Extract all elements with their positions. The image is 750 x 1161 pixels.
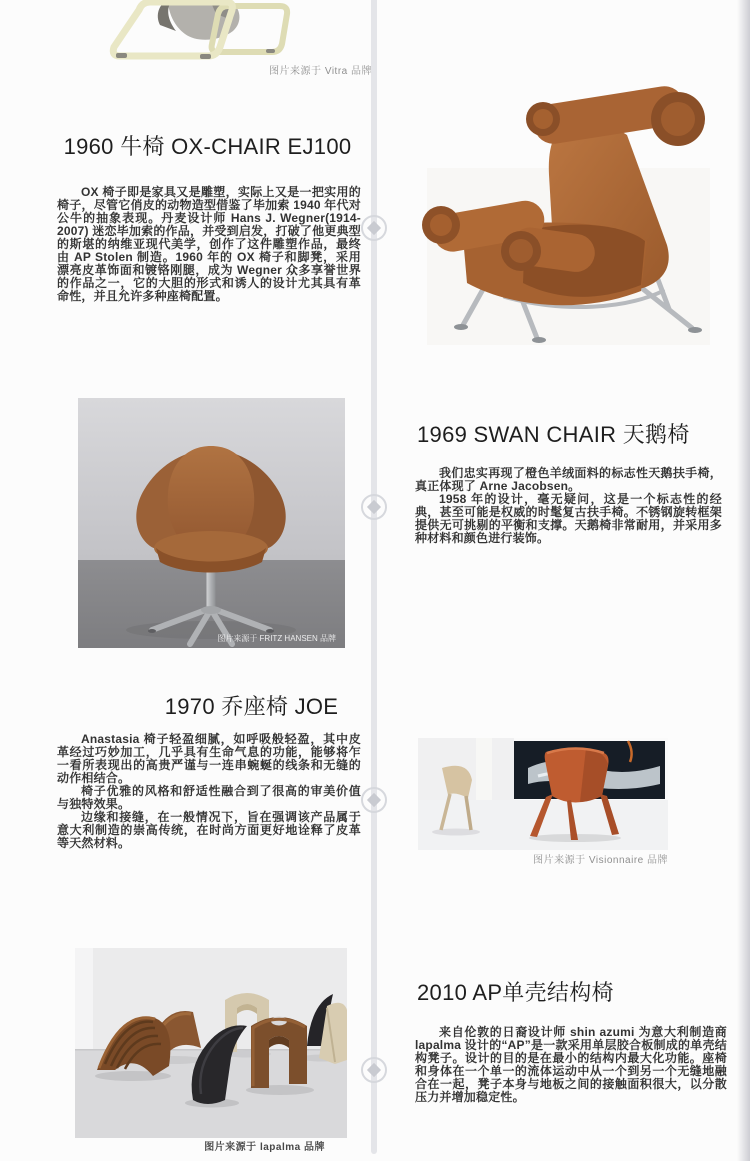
timeline-marker-icon [361,494,387,520]
image-caption-lapalma: 图片来源于 lapalma 品牌 [204,1142,325,1153]
section-body-joe [57,733,361,850]
image-caption-vitra: 图片来源于 Vitra 品牌 [269,66,372,77]
swan-chair-image [78,398,345,648]
timeline-marker-icon [361,1057,387,1083]
paragraph: 我们忠实再现了橙色羊绒面料的标志性天鹅扶手椅，真正体现了 Arne Jacobsen。 [415,466,722,493]
image-caption-fritz-hansen: 图片来源于 FRITZ HANSEN 品牌 [217,634,336,643]
page-edge-shade [737,0,750,1161]
image-caption-visionnaire: 图片来源于 Visionnaire 品牌 [533,855,668,866]
paragraph: 来自伦敦的日裔设计师 shin azumi 为意大利制造商 lapalma 设计的“AP”是一款采用单层胶合板制成的单壳结构凳子。设计的目的是在最小的结构内最大化功能。座椅和身体在一个单一的流体运动中从一个到另一个无缝地融合在一起，凳子本身与地板之间的接触面积很大，以分散压力并增加稳定性。 [415,1025,727,1104]
timeline-diamond-icon [367,221,381,235]
section-body-ap [415,1026,727,1104]
timeline-line [371,0,377,1154]
lapalma-stools-image [75,948,347,1138]
section-heading-ap: 2010 AP单壳结构椅 [417,980,614,1005]
joe-chair-image [418,738,668,850]
section-heading-swan: 1969 SWAN CHAIR 天鹅椅 [417,422,690,447]
timeline-diamond-icon [367,1063,381,1077]
timeline-diamond-icon [367,500,381,514]
ox-chair-image [405,85,735,345]
vitra-chair-image [90,0,300,60]
timeline-marker-icon [361,215,387,241]
paragraph: 椅子优雅的风格和舒适性融合到了很高的审美价值与独特效果。 [57,784,361,811]
paragraph: 边缘和接缝，在一般情况下，旨在强调该产品属于意大利制造的崇高传统，在时尚方面更好地诠释了皮革等天然材料。 [57,810,361,850]
section-body-ox [57,186,361,303]
section-heading-joe: 1970 乔座椅 JOE [164,694,339,719]
paragraph: 1958 年的设计，毫无疑问，这是一个标志性的经典，甚至可能是权威的时髦复古扶手椅。不锈钢旋转框架提供无可挑剔的平衡和支撑。天鹅椅非常耐用，并采用多种材料和颜色进行装饰。 [415,492,722,545]
timeline-diamond-icon [367,793,381,807]
section-heading-ox: 1960 牛椅 OX-CHAIR EJ100 [63,134,352,159]
timeline-marker-icon [361,787,387,813]
paragraph: OX 椅子即是家具又是雕塑，实际上又是一把实用的椅子，尽管它俏皮的动物造型借鉴了毕加索 1940 年代对公牛的抽象表现。丹麦设计师 Hans J. Wegner(1914-2007) 迷恋毕加索的作品，并受到启发，打破了他更典型的斯堪的纳维亚现代美学，创作了这件雕塑作品，最终由 AP Stolen 制造。1960 年的 OX 椅子和脚凳，采用漂亮皮革饰面和镀铬刚腿，成为 Wegner 众多享誉世界的作品之一，它的大胆的形式和诱人的设计尤其具有革命性，并且允许多种座椅配置。 [57,185,361,303]
section-body-swan [415,467,722,545]
paragraph: Anastasia 椅子轻盈细腻，如呼吸般轻盈，其中皮革经过巧妙加工，几乎具有生命气息的功能，能够将乍一看所表现出的高贵严谨与一连串蜿蜒的线条和无缝的动作相结合。 [57,732,361,785]
